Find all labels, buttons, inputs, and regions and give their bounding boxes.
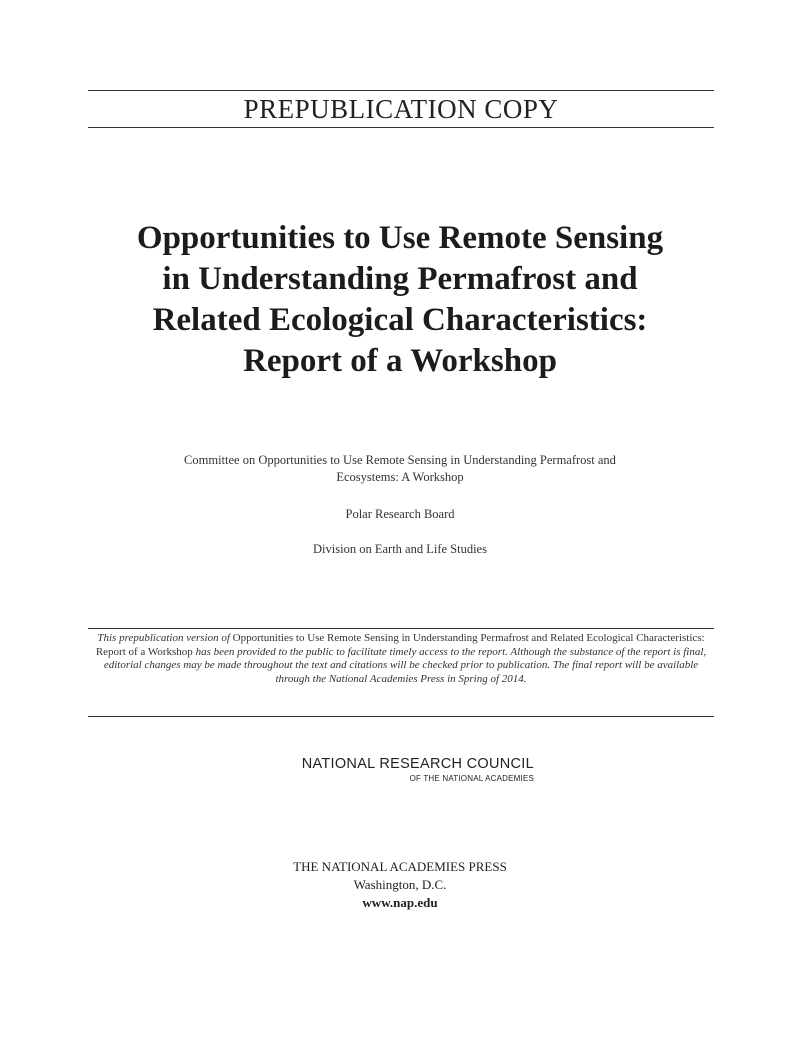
notice-bottom-rule <box>88 716 714 717</box>
publisher-name: THE NATIONAL ACADEMIES PRESS <box>293 859 507 874</box>
top-rule <box>88 90 714 91</box>
publisher-city: Washington, D.C. <box>353 877 447 892</box>
prepublication-notice <box>88 632 714 686</box>
notice-top-rule <box>88 628 714 629</box>
nrc-logo-main: NATIONAL RESEARCH COUNCIL <box>301 756 534 772</box>
report-title <box>60 218 740 382</box>
title-line-4: Report of a Workshop <box>243 343 557 379</box>
nrc-logo-sub: OF THE NATIONAL ACADEMIES <box>409 774 534 783</box>
title-line-1: Opportunities to Use Remote Sensing <box>136 220 664 256</box>
title-line-2: in Understanding Permafrost and <box>162 261 638 297</box>
prepublication-banner: PREPUBLICATION COPY <box>243 94 559 124</box>
notice-title-ref: Opportunities to Use Remote Sensing in Understanding Permafrost and Related Ecological Characteristics: Report of a Workshop <box>95 632 705 658</box>
publisher-url[interactable]: www.nap.edu <box>362 895 438 910</box>
banner-bottom-rule <box>88 127 714 128</box>
board-name: Polar Research Board <box>345 507 455 521</box>
committee-line-2: Ecosystems: A Workshop <box>336 470 464 484</box>
division-name: Division on Earth and Life Studies <box>313 542 487 556</box>
publisher-block <box>200 858 600 912</box>
title-line-3: Related Ecological Characteristics: <box>152 302 648 338</box>
committee-name <box>90 452 710 486</box>
notice-text-2: has been provided to the public to facilitate timely access to the report. Although the substance of the report is final, editorial changes may be made throughout the text and citations will be checked prior to publication. The final report will be available through the National Academies Press in Spring of 2014. <box>103 645 707 685</box>
notice-text-1: This prepublication version of <box>97 632 233 644</box>
nrc-logo <box>200 756 600 783</box>
committee-line-1: Committee on Opportunities to Use Remote Sensing in Understanding Permafrost and <box>184 453 616 467</box>
